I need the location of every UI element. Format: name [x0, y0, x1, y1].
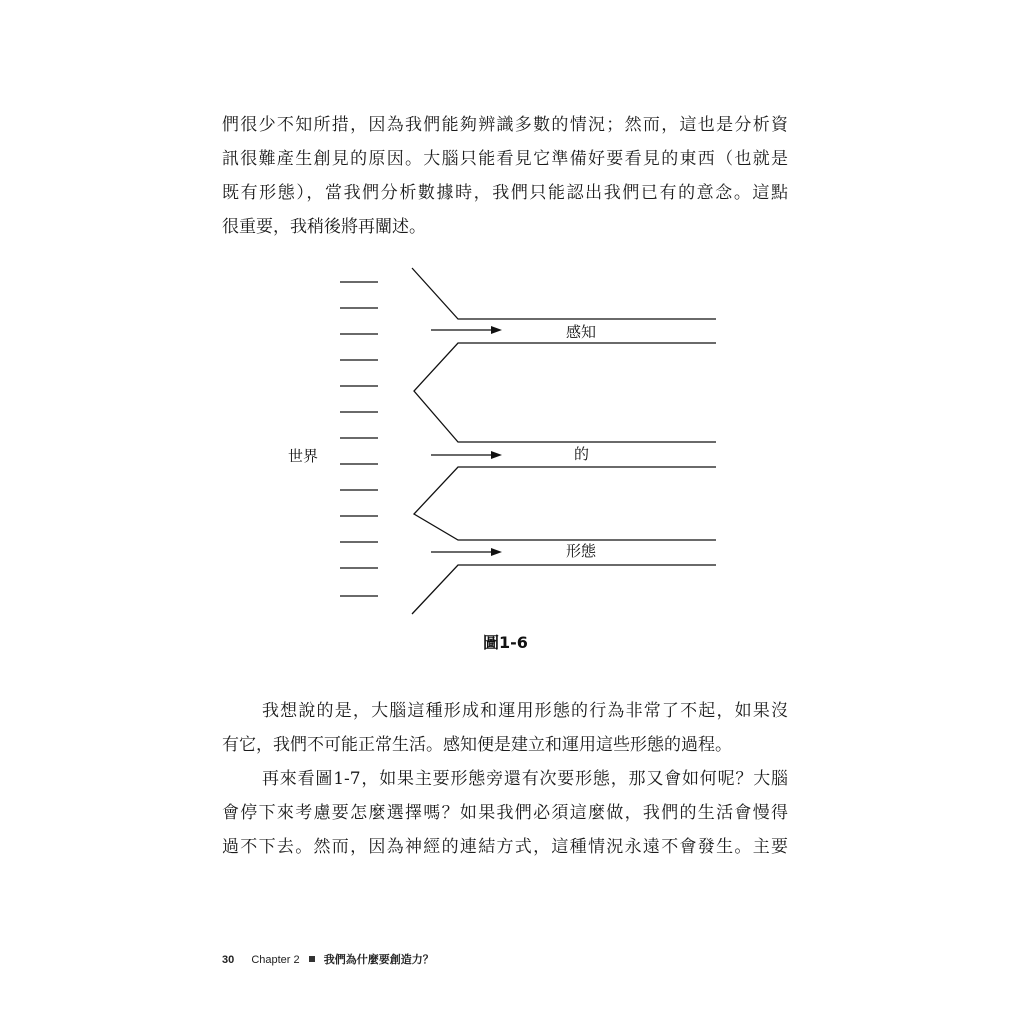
- chapter-title: 我們為什麼要創造力？: [323, 954, 434, 966]
- channel-wall-upper-divider: [414, 343, 716, 442]
- paragraph-line: 過不下去。然而，因為神經的連結方式，這種情況永遠不會發生。主要: [222, 837, 788, 857]
- channel-wall-lower-divider: [414, 467, 716, 540]
- channel-label-pattern: 形態: [566, 542, 597, 560]
- channel-wall-bottom: [412, 565, 716, 614]
- arrow-icon: [431, 326, 502, 334]
- arrow-icon: [431, 451, 502, 459]
- body-paragraph-3: [222, 762, 788, 864]
- arrow-icon: [431, 548, 502, 556]
- paragraph-line: 訊很難產生創見的原因。大腦只能看見它準備好要看見的東西（也就是: [222, 149, 788, 169]
- paragraph-line: 們很少不知所措，因為我們能夠辨識多數的情況；然而，這也是分析資: [222, 115, 788, 135]
- world-input-lines: [340, 282, 378, 596]
- paragraph-line: 有它，我們不可能正常生活。感知便是建立和運用這些形態的過程。: [222, 735, 732, 755]
- paragraph-line: 再來看圖1-7，如果主要形態旁還有次要形態，那又會如何呢？大腦: [262, 769, 788, 789]
- page-footer: [222, 951, 434, 967]
- channel-label-perception: 感知: [566, 323, 597, 341]
- paragraph-line: 很重要，我稍後將再闡述。: [222, 217, 426, 237]
- world-label: 世界: [288, 447, 319, 465]
- chapter-label: Chapter 2: [251, 954, 300, 966]
- channel-wall-top: [412, 268, 716, 319]
- page-number: 30: [222, 954, 235, 966]
- square-bullet-icon: [309, 956, 315, 962]
- paragraph-line: 會停下來考慮要怎麼選擇嗎？如果我們必須這麼做，我們的生活會慢得: [222, 803, 788, 823]
- body-paragraph-2: [222, 694, 788, 762]
- channel-label-of: 的: [574, 445, 590, 463]
- figure-caption: 圖1-6: [483, 633, 528, 652]
- paragraph-line: 我想說的是，大腦這種形成和運用形態的行為非常了不起，如果沒: [262, 701, 788, 721]
- channel-walls: [412, 268, 716, 614]
- paragraph-line: 既有形態），當我們分析數據時，我們只能認出我們已有的意念。這點: [222, 183, 788, 203]
